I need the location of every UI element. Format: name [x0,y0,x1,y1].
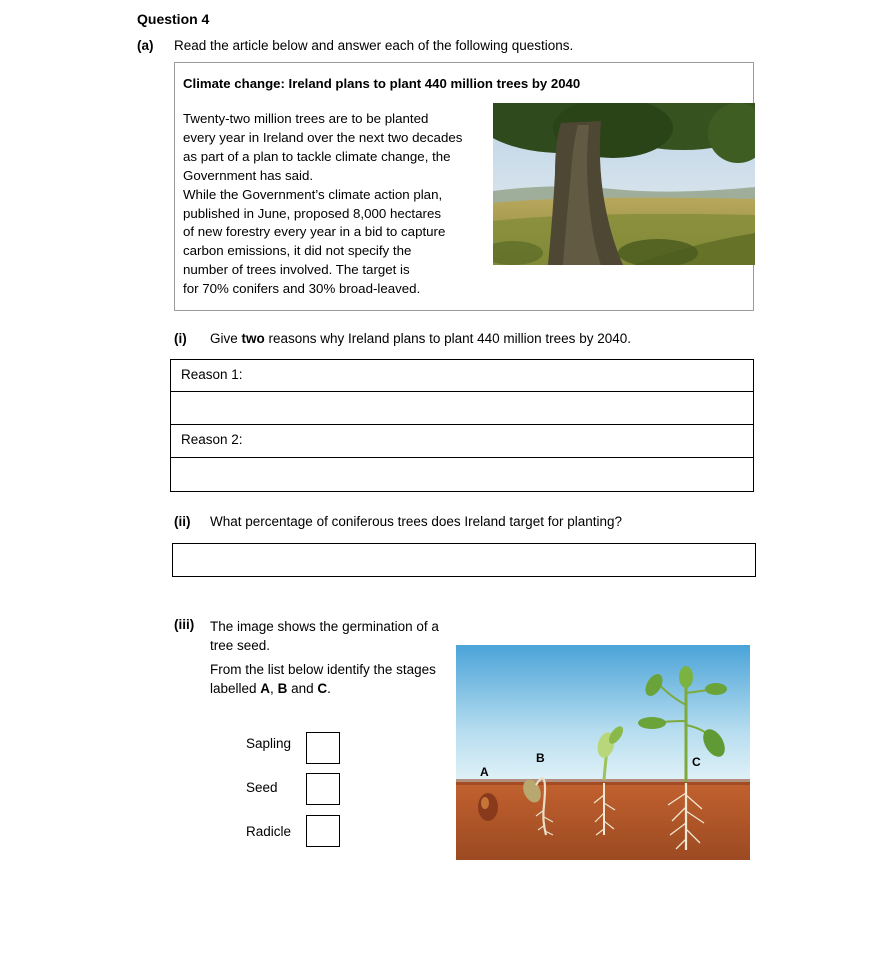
q2-question: What percentage of coniferous trees does Ireland target for planting? [210,514,623,529]
article-line: for 70% conifers and 30% broad-leaved. [183,281,421,297]
q2-answer-field[interactable] [172,543,756,577]
q3-instruction [210,660,440,698]
germination-image [456,645,750,860]
q1-text-bold: two [241,331,265,346]
reason1-label: Reason 1: [181,367,243,382]
option-seed-label: Seed [246,780,278,795]
question-title: Question 4 [137,11,210,27]
q1-question [210,331,631,346]
article-line: of new forestry every year in a bid to capture [183,224,446,240]
option-radicle-label: Radicle [246,824,292,839]
reason2-label: Reason 2: [181,432,243,447]
q3-text2-sep2: and [287,681,318,696]
tree-photo [493,103,755,265]
q1-label: (i) [174,331,187,346]
reason2-answer-field[interactable] [171,458,753,491]
q3-text2-before: From the list below identify the stages labelled [210,662,436,696]
q1-text-after: reasons why Ireland plans to plant 440 million trees by 2040. [264,331,631,346]
q2-label: (ii) [174,514,191,529]
article-line: every year in Ireland over the next two decades [183,129,463,145]
article-line: While the Government’s climate action plan, [183,186,443,202]
reason1-answer-field[interactable] [171,392,753,425]
article-line: Government has said. [183,167,314,183]
stage-label-b: B [536,751,545,765]
reasons-answer-table [170,359,754,492]
article-title: Climate change: Ireland plans to plant 440 million trees by 2040 [183,76,581,91]
article-box [174,62,754,311]
article-line: Twenty-two million trees are to be planted [183,111,429,126]
part-a-instruction: Read the article below and answer each of the following questions. [174,38,574,53]
option-radicle-box[interactable] [306,815,340,847]
article-line: number of trees involved. The target is [183,262,410,278]
article-line: published in June, proposed 8,000 hectares [183,205,441,221]
part-a-label: (a) [137,38,154,53]
article-body [183,110,488,299]
q3-text2-sep1: , [270,681,278,696]
q3-text2-end: . [327,681,331,696]
option-seed-box[interactable] [306,773,340,805]
q3-text2-b: B [277,681,288,696]
stage-label-a: A [480,765,489,779]
q1-text-before: Give [210,331,242,346]
q3-text2-a: A [260,681,271,696]
reason1-label-row [171,360,753,392]
q3-description: The image shows the germination of a tree seed. [210,619,439,653]
option-sapling-label: Sapling [246,736,292,751]
q3-text2-c: C [317,681,328,696]
article-line: carbon emissions, it did not specify the [183,243,412,259]
option-sapling-box[interactable] [306,732,340,764]
reason2-label-row [171,425,753,458]
stage-label-c: C [692,755,701,769]
q3-label: (iii) [174,617,195,632]
article-line: as part of a plan to tackle climate change, the [183,148,451,164]
